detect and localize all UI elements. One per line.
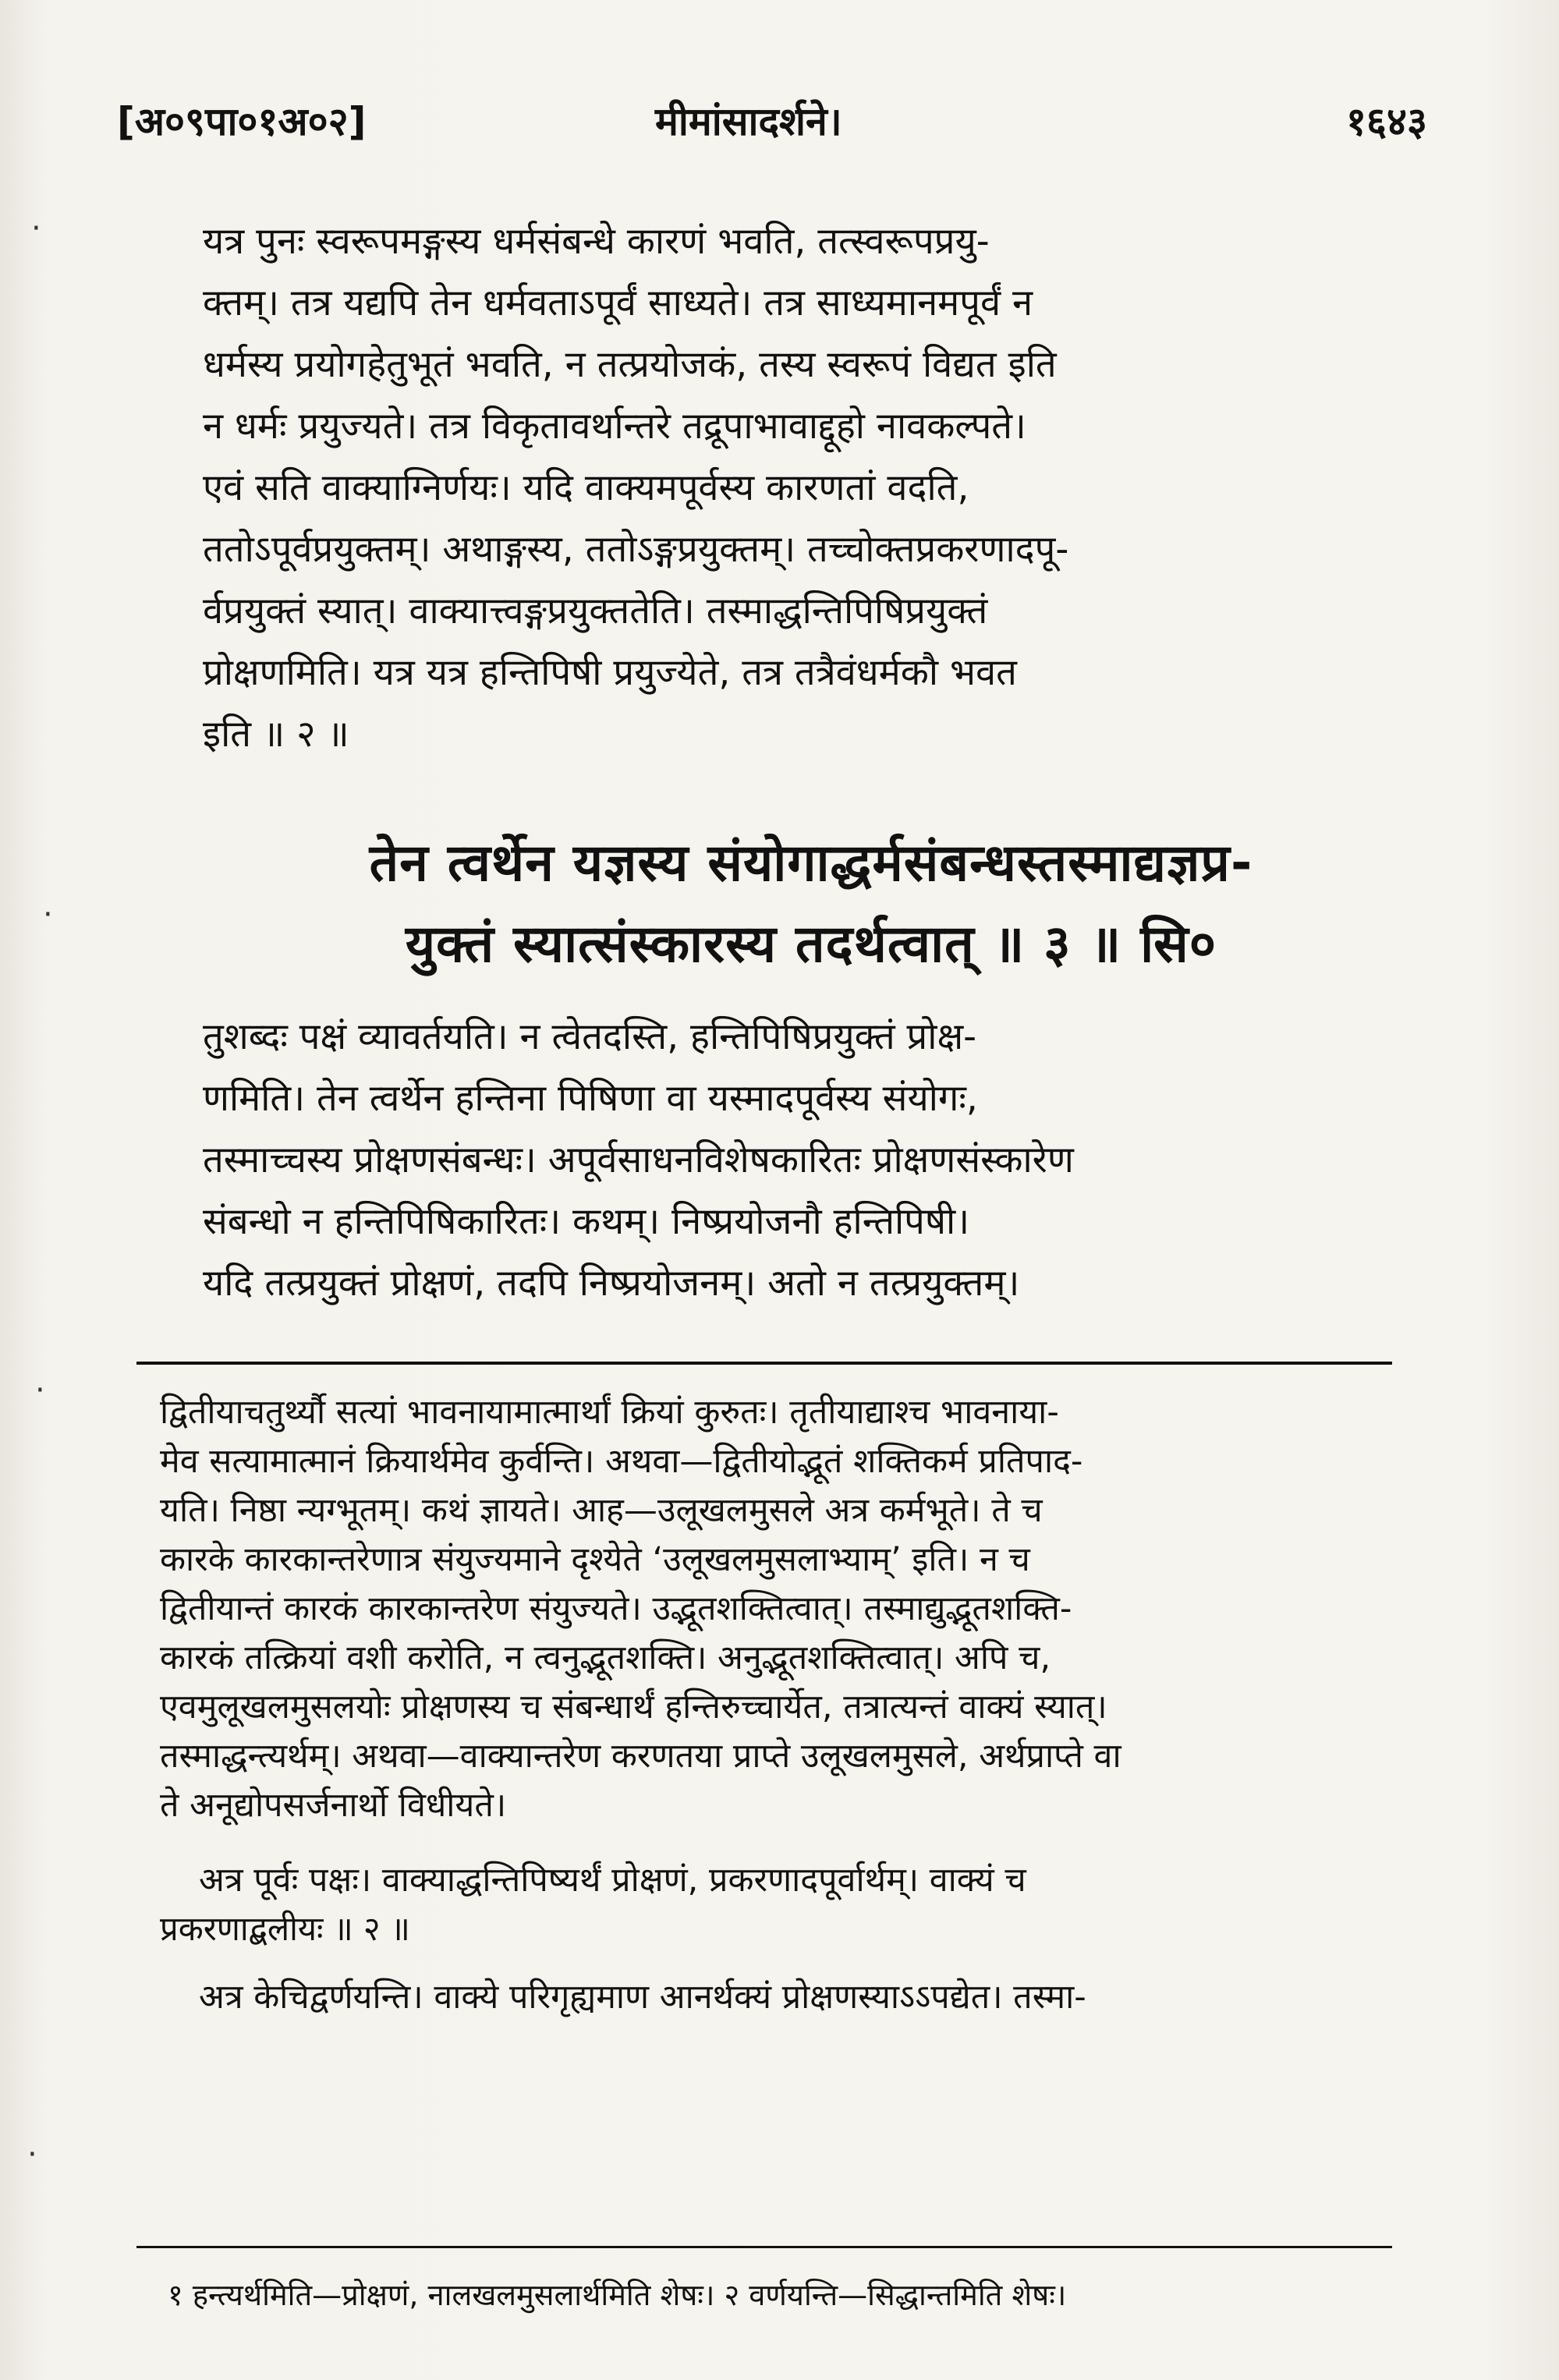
sutra-commentary-line: तुशब्दः पक्षं व्यावर्तयति। न त्वेतदस्ति, हन्तिपिषिप्रयुक्तं प्रोक्ष- (203, 1015, 977, 1058)
main-text-block (203, 211, 1396, 765)
main-text-line: एवं सति वाक्याग्निर्णयः। यदि वाक्यमपूर्वस्य कारणतां वदति, (203, 466, 969, 509)
commentary-line: द्वितीयान्तं कारकं कारकान्तरेण संयुज्यते। उद्भूतशक्तित्वात्। तस्माद्युद्भूतशक्ति- (160, 1589, 1072, 1628)
margin-speck: · (43, 897, 53, 933)
main-text-line: प्रोक्षणमिति। यत्र यत्र हन्तिपिषी प्रयुज्येते, तत्र तत्रैवंधर्मकौ भवत (203, 651, 1017, 694)
main-text-line: न धर्मः प्रयुज्यते। तत्र विकृतावर्थान्तरे तद्रूपाभावाद्दूहो नावकल्पते। (203, 405, 1026, 448)
main-text-line: क्तम्। तत्र यद्यपि तेन धर्मवताऽपूर्वं साध्यते। तत्र साध्यमानमपूर्वं न (203, 282, 1033, 324)
commentary-line: मेव सत्यामात्मानं क्रियार्थमेव कुर्वन्ति। अथवा—द्वितीयोद्भूतं शक्तिकर्म प्रतिपाद- (160, 1442, 1083, 1481)
main-text-line: र्वप्रयुक्तं स्यात्। वाक्यात्त्वङ्गप्रयुक्ततेति। तस्माद्धन्तिपिषिप्रयुक्तं (203, 590, 988, 632)
main-text-line: यत्र पुनः स्वरूपमङ्गस्य धर्मसंबन्धे कारणं भवति, तत्स्वरूपप्रयु- (203, 220, 990, 263)
commentary-line: तस्माद्धन्त्यर्थम्। अथवा—वाक्यान्तरेण करणतया प्राप्ते उलूखलमुसले, अर्थप्राप्ते वा (160, 1737, 1121, 1776)
commentary-line: कारकं तत्क्रियां वशी करोति, न त्वनुद्भूतशक्ति। अनुद्भूतशक्तित्वात्। अपि च, (160, 1638, 1051, 1677)
main-text-line: धर्मस्य प्रयोगहेतुभूतं भवति, न तत्प्रयोजकं, तस्य स्वरूपं विद्यत इति (203, 343, 1057, 386)
sutra-line: युक्तं स्यात्संस्कारस्य तदर्थत्वात् ॥ ३ ॥ सि० (405, 914, 1217, 974)
margin-speck: · (35, 1372, 45, 1408)
margin-speck: · (27, 2137, 37, 2173)
chapter-reference: [अ०९पा०१अ०२] (117, 99, 367, 144)
sutra-commentary-line: णमिति। तेन त्वर्थेन हन्तिना पिषिणा वा यस्मादपूर्वस्य संयोगः, (203, 1077, 978, 1120)
commentary-block-2 (160, 1856, 1400, 1954)
sutra-line: तेन त्वर्थेन यज्ञस्य संयोगाद्धर्मसंबन्धस्तस्माद्यज्ञप्र- (369, 833, 1253, 893)
book-title: मीमांसादर्शने। (655, 99, 842, 144)
main-text-line: ततोऽपूर्वप्रयुक्तम्। अथाङ्गस्य, ततोऽङ्गप्रयुक्तम्। तच्चोक्तप्रकरणादपू- (203, 528, 1069, 571)
main-text-line: इति ॥ २ ॥ (203, 713, 349, 756)
running-header (117, 94, 1427, 164)
footnote: १ हन्त्यर्थमिति—प्रोक्षणं, नालखलमुसलार्थमिति शेषः। २ वर्णयन्ति—सिद्धान्तमिति शेषः। (168, 2278, 1067, 2312)
sutra-text (265, 823, 1357, 985)
margin-speck: · (31, 211, 41, 246)
commentary-line: कारके कारकान्तरेणात्र संयुज्यमाने दृश्येते ‘उलूखलमुसलाभ्याम्’ इति। न च (160, 1540, 1030, 1579)
commentary-line: ते अनूद्योपसर्जनार्थो विधीयते। (160, 1786, 507, 1825)
sutra-commentary-line: यदि तत्प्रयुक्तं प्रोक्षणं, तदपि निष्प्रयोजनम्। अतो न तत्प्रयुक्तम्। (203, 1262, 1020, 1305)
sutra-commentary-line: तस्माच्चस्य प्रोक्षणसंबन्धः। अपूर्वसाधनविशेषकारितः प्रोक्षणसंस्कारेण (203, 1139, 1074, 1181)
commentary-line: द्वितीयाचतुर्थ्यौ सत्यां भावनायामात्मार्थां क्रियां कुरुतः। तृतीयाद्याश्च भावनाया- (160, 1393, 1059, 1432)
commentary-block (160, 1388, 1400, 1830)
sutra-commentary-line: संबन्धो न हन्तिपिषिकारितः। कथम्। निष्प्रयोजनौ हन्तिपिषी। (203, 1200, 970, 1243)
commentary-line: यति। निष्ठा न्यग्भूतम्। कथं ज्ञायते। आह—उलूखलमुसले अत्र कर्मभूते। ते च (160, 1491, 1043, 1530)
commentary-line: एवमुलूखलमुसलयोः प्रोक्षणस्य च संबन्धार्थं हन्तिरुच्चार्येत, तत्रात्यन्तं वाक्यं स्यात्। (160, 1688, 1107, 1727)
commentary-line: प्रकरणाद्बलीयः ॥ २ ॥ (160, 1910, 410, 1949)
section-divider (136, 1362, 1392, 1365)
commentary-line: अत्र केचिद्वर्णयन्ति। वाक्ये परिगृह्यमाण आनर्थक्यं प्रोक्षणस्याऽऽपद्येत। तस्मा- (199, 1978, 1086, 2017)
page-number: १६४३ (1346, 99, 1427, 144)
sutra-commentary-block (203, 1006, 1396, 1314)
commentary-block-3 (199, 1973, 1400, 2022)
commentary-line: अत्र पूर्वः पक्षः। वाक्याद्धन्तिपिष्यर्थं प्रोक्षणं, प्रकरणादपूर्वार्थम्। वाक्यं च (199, 1861, 1026, 1900)
footnote-divider (136, 2246, 1392, 2248)
